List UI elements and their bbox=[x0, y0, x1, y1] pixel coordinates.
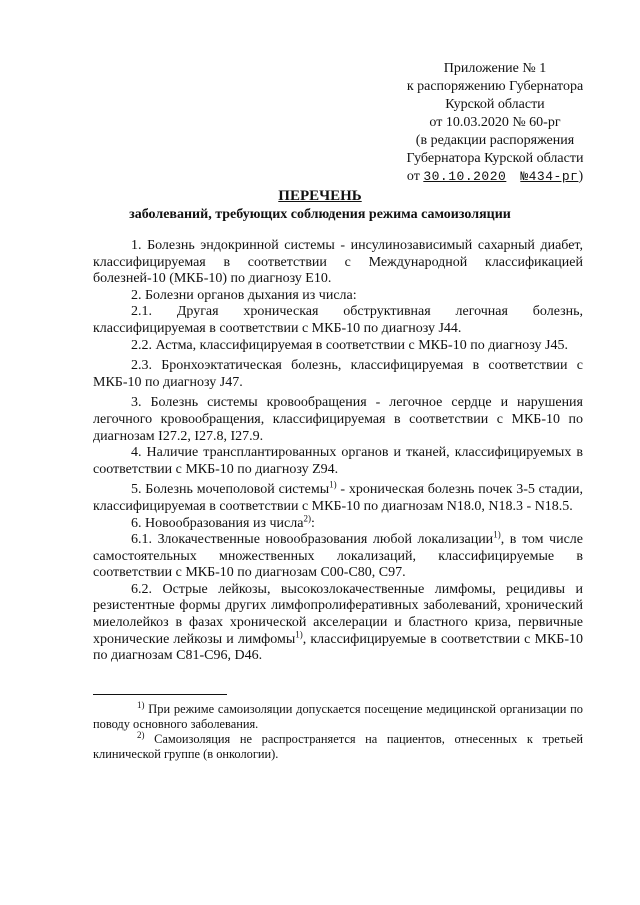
footnote-item bbox=[93, 699, 583, 732]
appendix-number: Приложение № 1 bbox=[443, 61, 547, 76]
list-body bbox=[93, 238, 583, 665]
list-item bbox=[93, 512, 583, 533]
edit-prefix: от bbox=[406, 169, 424, 184]
list-item: 3. Болезнь системы кровообращения - легочное сердце и нарушения легочного кровообращения, классифицируемая в соответствии с МКБ-10 по диагнозам I27.2, I27.8, I27.9. bbox=[93, 395, 583, 444]
appendix-header bbox=[380, 60, 610, 186]
footnote-text: При режиме самоизоляции допускается посещение медицинской организации по поводу основного заболевания. bbox=[93, 702, 583, 731]
footnote-item bbox=[93, 729, 583, 762]
item-text: 6.2. Острые лейкозы, высокозлокачественные лимфомы, рецидивы и резистентные формы других лимфопролиферативных заболеваний, хронический миелолейкоз в фазах хронической акселерации и бластного криза, первичные хронические лейкозы и лимфомы bbox=[93, 581, 583, 647]
footnote-ref: 1) bbox=[295, 629, 303, 639]
footnote-divider bbox=[93, 694, 227, 695]
footnote-mark: 1) bbox=[137, 699, 145, 710]
list-item bbox=[93, 582, 583, 665]
item-text: 6.1. Злокачественные новообразования любой локализации bbox=[131, 532, 494, 548]
appendix-edition-region: Губернатора Курской области bbox=[406, 151, 584, 166]
list-item: 2.3. Бронхоэктатическая болезнь, классифицируемая в соответствии с МКБ-10 по диагнозу J47. bbox=[93, 358, 583, 390]
item-text: , классифицируемые в соответствии с МКБ-10 по диагнозам C81-C96, D46. bbox=[93, 631, 583, 664]
item-text: 6. Новообразования из числа bbox=[131, 515, 304, 531]
list-item: 1. Болезнь эндокринной системы - инсулинозависимый сахарный диабет, классифицируемая в соответствии с Международной классификацией болезней-10 (МКБ-10) по диагнозу E10. bbox=[93, 238, 583, 287]
edit-number: №434-рг bbox=[520, 169, 579, 184]
appendix-edition: (в редакции распоряжения bbox=[415, 133, 575, 148]
edit-date: 30.10.2020 bbox=[423, 169, 507, 184]
item-text: 5. Болезнь мочеполовой системы bbox=[131, 482, 330, 498]
list-item: 2.1. Другая хроническая обструктивная легочная болезнь, классифицируемая в соответствии с МКБ-10 по диагнозу J44. bbox=[93, 304, 583, 336]
footnote-ref: 2) bbox=[303, 512, 311, 523]
footnote-mark: 2) bbox=[137, 729, 145, 740]
list-item: 2.2. Астма, классифицируемая в соответствии с МКБ-10 по диагнозу J45. bbox=[131, 337, 568, 353]
appendix-date: от 10.03.2020 № 60-рг bbox=[429, 115, 561, 130]
list-item bbox=[93, 529, 583, 582]
list-item: 2. Болезни органов дыхания из числа: bbox=[131, 287, 357, 303]
document-subtitle: заболеваний, требующих соблюдения режима самоизоляции bbox=[129, 207, 511, 222]
item-text: - хроническая болезнь почек 3-5 стадии, классифицируемая в соответствии с МКБ-10 по диагнозам N18.0, N18.3 - N18.5. bbox=[93, 482, 583, 514]
appendix-order-ref: к распоряжению Губернатора bbox=[406, 79, 584, 94]
footnotes bbox=[93, 699, 583, 762]
document-title: ПЕРЕЧЕНЬ bbox=[278, 188, 362, 204]
item-text: : bbox=[310, 515, 315, 531]
appendix-edit-date-line bbox=[380, 168, 610, 186]
footnote-ref: 1) bbox=[329, 479, 337, 490]
footnote-text: Самоизоляция не распространяется на пациентов, отнесенных к третьей клинической группе (в онкологии). bbox=[93, 732, 583, 761]
footnote-ref: 1) bbox=[493, 529, 501, 540]
edit-suffix: ) bbox=[578, 169, 584, 184]
list-item bbox=[93, 479, 583, 515]
item-text: , в том числе самостоятельных множественных локализаций, классифицируемые в соответствии с МКБ-10 по диагнозам C00-C80, C97. bbox=[93, 532, 583, 581]
list-item: 4. Наличие трансплантированных органов и тканей, классифицируемых в соответствии с МКБ-10 по диагнозу Z94. bbox=[93, 445, 583, 477]
appendix-region: Курской области bbox=[445, 97, 545, 112]
